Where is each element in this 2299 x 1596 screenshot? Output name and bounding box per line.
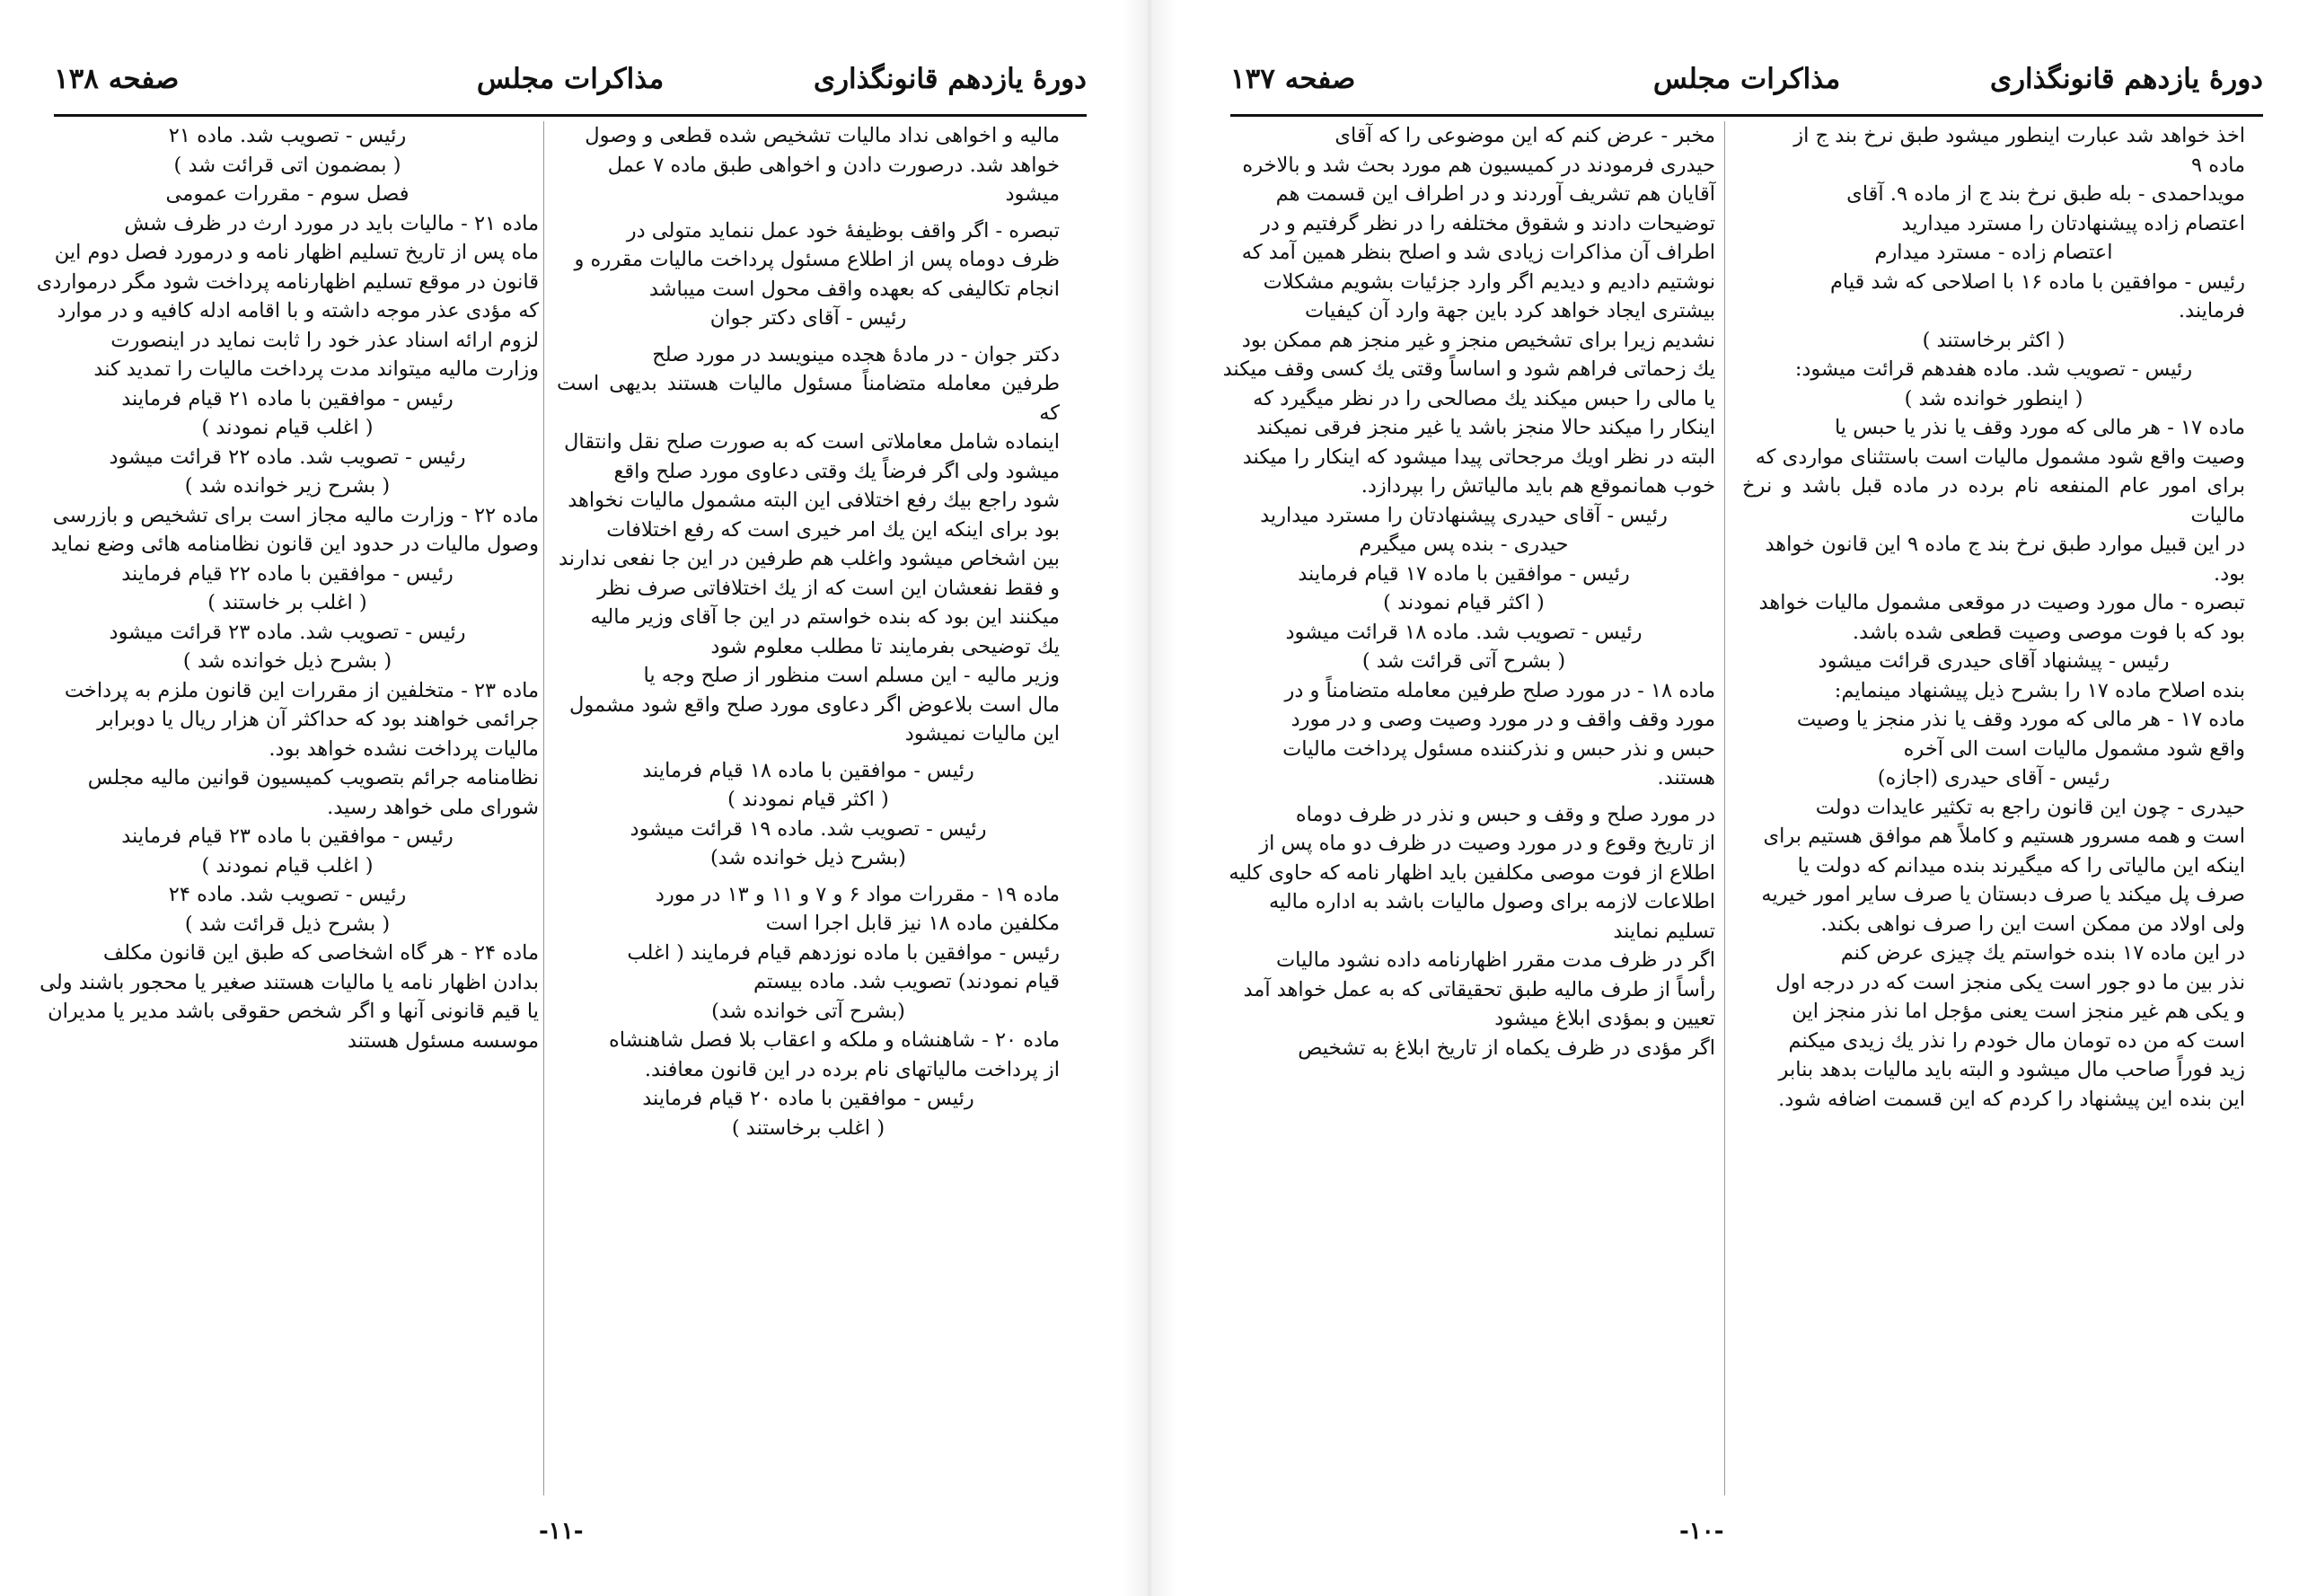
speaker-line: رئیس - تصویب شد. ماده ۲۴ — [168, 883, 407, 906]
text-line: ماده ۱۷ - هر مالی که مورد وقف یا نذر یا حبس یا — [1834, 416, 2245, 439]
text-line: ماده ۲۳ - متخلفین از مقررات این قانون ملزم به پرداخت — [64, 678, 539, 702]
text-line: وزارت مالیه میتواند مدت پرداخت مالیات را تمدید کند — [93, 357, 539, 381]
text-line: تسلیم نمایند — [1613, 919, 1715, 943]
speaker-line: رئیس - تصویب شد. ماده ۲۳ قرائت میشود — [109, 620, 466, 644]
text-column-right — [1742, 121, 2245, 1114]
text-line: در این قبیل موارد طبق نرخ بند ج ماده ۹ این قانون خواهد — [1765, 533, 2245, 556]
text-line: فرمایند. — [2178, 299, 2245, 322]
text-line: زید فوراً صاحب مال میشود و البته باید مالیات بدهد بنابر — [1778, 1058, 2245, 1081]
reading-note: ( بشرح ذیل خوانده شد ) — [182, 649, 392, 673]
speaker-line: رئیس - موافقین با ماده ۱۷ قیام فرمایند — [1298, 561, 1630, 586]
text-line: هستند. — [1657, 766, 1715, 789]
text-line: یا قیم قانونی آنها و اگر شخص حقوقی باشد مدیر یا مدیران — [48, 1000, 539, 1023]
vote-result: ( اغلب برخاستند ) — [731, 1115, 885, 1140]
header-subtitle: مذاکرات مجلس — [476, 63, 665, 95]
text-column-right — [557, 121, 1060, 1142]
text-line: ظرف دوماه پس از اطلاع مسئول پرداخت مالیات مقرره و — [574, 248, 1060, 271]
text-line: ماده ۱۷ - هر مالی که مورد وقف یا نذر منجز یا وصیت — [1796, 708, 2245, 731]
speaker-line: رئیس - آقای حیدری پیشنهادتان را مسترد میدارید — [1260, 503, 1668, 527]
text-line: رئیس - موافقین با ماده نوزدهم قیام فرمایند ( اغلب — [627, 940, 1060, 965]
page-header — [54, 54, 1087, 108]
reading-note: ( بشرح ذیل قرائت شد ) — [184, 912, 391, 936]
text-line: صرف پل میکند یا صرف دبستان یا صرف سایر امور خیریه — [1761, 883, 2245, 906]
speaker-line: رئیس - موافقین با ماده ۲۲ قیام فرمایند — [121, 561, 454, 586]
header-title: دورهٔ یازدهم قانونگذاری — [1989, 63, 2263, 95]
text-line: اطلاعات لازمه برای وصول مالیات باشد به اداره مالیه — [1268, 890, 1715, 913]
text-line: مورد وقف واقف و در مورد وصیت وصی و در مورد — [1290, 708, 1715, 731]
text-line: از تاریخ وقوع و در مورد وصیت در ظرف دو ماه پس از — [1259, 832, 1715, 855]
page-138 — [0, 0, 1123, 1596]
text-column-left — [36, 121, 539, 1055]
text-line: در این ماده ۱۷ بنده خواستم یك چیزی عرض کنم — [1840, 941, 2245, 965]
text-line: تبصره - مال مورد وصیت در موقعی مشمول مالیات خواهد — [1758, 591, 2245, 614]
text-line: وصیت واقع شود مشمول مالیات است باستثنای مواردی که — [1755, 445, 2245, 469]
text-line: موسسه مسئول هستند — [347, 1028, 539, 1053]
vote-result: ( اغلب بر خاستند ) — [207, 591, 367, 614]
text-line: یك توضیحی بفرمایند تا مطلب معلوم شود — [710, 634, 1060, 658]
page-137 — [1176, 0, 2299, 1596]
text-line: آقایان هم تشریف آوردند و در اطراف این قسمت هم — [1275, 182, 1715, 206]
text-line: بدادن اظهار نامه یا مالیات هستند صغیر یا محجور باشند ولی — [40, 970, 539, 994]
text-line: مالیات پرداخت نشده خواهد بود. — [269, 736, 539, 761]
text-line: است و همه مسرور هستیم و کاملاً هم موافق هستیم برای — [1763, 824, 2245, 848]
text-line: از پرداخت مالیاتهای نام برده در این قانون معافند. — [644, 1057, 1060, 1081]
text-line: طرفین معامله متضامناً مسئول مالیات هستند بدیهی است که — [557, 372, 1060, 425]
speaker-line: رئیس - موافقین با ماده ۱۸ قیام فرمایند — [642, 758, 974, 782]
reading-note: (بشرح ذیل خوانده شد) — [710, 846, 906, 869]
folio-number: -۱۰- — [1679, 1518, 1724, 1545]
text-line: ماده ۹ — [2191, 153, 2245, 177]
speaker-line: رئیس - تصویب شد. ماده ۱۸ قرائت میشود — [1285, 620, 1643, 644]
text-line: اگر در ظرف مدت مقرر اظهارنامه داده نشود مالیات — [1275, 948, 1715, 972]
text-line: بنده اصلاح ماده ۱۷ را بشرح ذیل پیشنهاد مینمایم: — [1834, 678, 2245, 702]
vote-result: ( اغلب قیام نمودند ) — [201, 416, 374, 439]
section-heading: فصل سوم - مقررات عمومی — [165, 182, 410, 206]
text-line: اینماده شامل معاملاتی است که به صورت صلح نقل وانتقال — [564, 430, 1060, 454]
text-line: است که من ده تومان مال خودم را نذر یك زیدی میکنم — [1788, 1028, 2245, 1053]
text-line: خواهد شد. درصورت دادن و اخواهی طبق ماده ۷ عمل — [607, 153, 1060, 177]
text-line: میشود ولی اگر فرضاً یك وقتی دعاوی مورد صلح واقع — [613, 459, 1060, 483]
text-line: انجام تکالیفی که بعهده واقف محول است میباشد — [648, 277, 1060, 301]
text-line: لزوم ارائه اسناد عذر خود را ثابت نماید در اینصورت — [110, 328, 539, 352]
text-line: اگر مؤدی در ظرف یکماه از تاریخ ابلاغ به تشخیص — [1298, 1036, 1715, 1060]
page-header — [1230, 54, 2263, 108]
column-divider — [543, 121, 544, 1495]
speaker-line: رئیس - تصویب شد. ماده ۲۱ — [168, 124, 407, 147]
text-line: نوشتیم دادیم و دیدیم اگر وارد جزئیات بشویم مشکلات — [1263, 269, 1715, 294]
text-line: اطلاع از فوت موصی مکلفین باید اظهار نامه که حاوی کلیه — [1229, 860, 1715, 885]
text-line: در مورد صلح و وقف و حبس و نذر در ظرف دوماه — [1295, 802, 1715, 826]
text-line: اعتصام زاده پیشنهادتان را مسترد میدارید — [1901, 211, 2245, 235]
text-line: ماده ۲۰ - شاهنشاه و ملکه و اعقاب بلا فصل شاهنشاه — [609, 1028, 1060, 1052]
text-line: مویداحمدی - بله طبق نرخ بند ج از ماده ۹. آقای — [1846, 182, 2245, 206]
text-line: یا مالی را حبس میکند یك مصالحی را در نظر میگیرد که — [1253, 386, 1715, 410]
text-line: حیدری - چون این قانون راجع به تکثیر عایدات دولت — [1815, 795, 2245, 819]
text-line: ماده ۱۸ - در مورد صلح طرفین معامله متضامناً و در — [1284, 678, 1715, 702]
text-line: اطراف آن مذاکرات زیادی شد و اصلح بنظر همین آمد که — [1241, 241, 1715, 264]
text-line: نذر بین ما دو جور است یکی منجز است که در درجه اول — [1775, 970, 2245, 994]
text-line: قانون در موقع تسلیم اظهارنامه پرداخت شود مگر درمواردی — [36, 269, 539, 294]
header-page-number: صفحه ۱۳۷ — [1230, 63, 1356, 95]
text-line: اینکار را میکند حالا منجز باشد یا غیر منجز فرقی نمیکند — [1256, 416, 1715, 439]
header-subtitle: مذاکرات مجلس — [1652, 63, 1841, 95]
reading-note: (بشرح آتی خوانده شد) — [711, 999, 905, 1023]
vote-result: ( اکثر برخاستند ) — [1922, 328, 2066, 352]
text-line: البته در نظر اویك مرجحاتی پیدا میشود که اینکار را میکند — [1242, 445, 1715, 469]
speaker-line: رئیس - آقای حیدری (اجازه) — [1877, 766, 2110, 789]
speaker-line: رئیس - موافقین با ماده ۲۰ قیام فرمایند — [642, 1087, 974, 1110]
text-line: مالیه و اخواهی نداد مالیات تشخیص شده قطعی و وصول — [585, 124, 1060, 147]
text-line: رأساً از طرف مالیه طبق تحقیقاتی که به عمل خواهد آمد — [1243, 977, 1715, 1001]
text-line: میشود — [1005, 182, 1060, 206]
column-divider — [1724, 121, 1725, 1495]
text-line: اینکه این مالیاتی را که میگیرند بنده میدانم که دولت یا — [1797, 853, 2245, 877]
speaker-line: رئیس - موافقین با ماده ۲۱ قیام فرمایند — [121, 386, 454, 410]
text-line: ماده ۲۱ - مالیات باید در مورد ارث در ظرف شش — [124, 211, 539, 235]
text-line: رئیس - موافقین با ماده ۱۶ با اصلاحی که شد قیام — [1829, 269, 2245, 294]
text-line: اخذ خواهد شد عبارت اینطور میشود طبق نرخ بند ج از — [1793, 124, 2245, 147]
speaker-line: رئیس - تصویب شد. ماده ۱۹ قرائت میشود — [630, 816, 987, 841]
vote-result: ( اکثر قیام نمودند ) — [1383, 591, 1545, 614]
text-line: خوب همانموقع هم باید مالیاتش را بپردازد. — [1361, 474, 1715, 498]
text-line: ولی اولاد من ممکن است این را صرف نواهی بکند. — [1820, 912, 2245, 936]
text-line: بین اشخاص میشود واغلب هم طرفین در این جا نفعی ندارند — [558, 547, 1060, 570]
text-line: این مالیات نمیشود — [904, 722, 1060, 745]
reading-note: ( اینطور خوانده شد ) — [1904, 386, 2083, 410]
text-line: مکلفین ماده ۱۸ نیز قابل اجرا است — [765, 912, 1060, 935]
text-line: که مؤدی عذر موجه داشته و با اقامه ادله کافیه و در موارد — [57, 299, 539, 322]
text-line: حبس و نذر حبس و نذرکننده مسئول پرداخت مالیات — [1282, 736, 1715, 761]
text-line: بود برای اینکه این یك امر خیری است که رفع اختلافات — [606, 517, 1060, 542]
speaker-line: رئیس - پیشنهاد آقای حیدری قرائت میشود — [1818, 649, 2170, 673]
header-title: دورهٔ یازدهم قانونگذاری — [813, 63, 1087, 95]
text-line: برای امور عام المنفعه نام برده در ماده قبل باشد و نرخ مالیات — [1742, 474, 2245, 527]
header-rule — [54, 114, 1087, 117]
text-line: وصول مالیات در حدود این قانون نظامنامه هائی وضع نماید — [50, 533, 539, 556]
text-line: توضیحات دادند و شقوق مختلفه را در نظر گرفتیم و در — [1261, 211, 1715, 235]
text-line: حیدری فرمودند در کمیسیون هم مورد بحث شد و بالاخره — [1242, 153, 1715, 177]
text-line: بود. — [2213, 561, 2245, 586]
text-line: جرائمی خواهند بود که حداکثر آن هزار ریال یا دوبرابر — [97, 708, 539, 731]
text-line: این بنده این پیشنهاد را کردم که این قسمت اضافه شود. — [1778, 1087, 2245, 1111]
folio-number: -۱۱- — [539, 1518, 584, 1545]
text-line: بود که با فوت موصی وصیت قطعی شده باشد. — [1852, 620, 2245, 644]
text-line: ماده ۲۴ - هر گاه اشخاصی که طبق این قانون مکلف — [102, 941, 539, 965]
text-line: بیشتری ایجاد خواهد کرد باین جهة وارد آن کیفیات — [1304, 299, 1715, 322]
vote-result: ( اغلب قیام نمودند ) — [201, 853, 374, 877]
speaker-line: رئیس - تصویب شد. ماده ۲۲ قرائت میشود — [109, 445, 466, 469]
vote-result: ( اکثر قیام نمودند ) — [727, 788, 889, 811]
text-line: و یکی هم غیر منجز است یعنی مؤجل اما نذر منجز این — [1792, 1000, 2245, 1023]
speaker-line: رئیس - موافقین با ماده ۲۳ قیام فرمایند — [121, 824, 454, 848]
text-line: مال است بلاعوض اگر دعاوی مورد صلح واقع شود مشمول — [569, 692, 1060, 717]
text-line: ماده ۲۲ - وزارت مالیه مجاز است برای تشخیص و بازرسی — [52, 503, 539, 527]
speaker-line: رئیس - آقای دکتر جوان — [709, 306, 907, 330]
reading-note: ( بمضمون اتی قرائت شد ) — [173, 153, 401, 177]
speaker-line: رئیس - تصویب شد. ماده هفدهم قرائت میشود: — [1794, 357, 2193, 381]
text-line: تعیین و بمؤدی ابلاغ میشود — [1494, 1007, 1715, 1030]
text-line: وزیر مالیه - این مسلم است منظور از صلح وجه یا — [643, 664, 1060, 687]
header-rule — [1230, 114, 2263, 117]
book-gutter — [1123, 0, 1176, 1596]
text-line: واقع شود مشمول مالیات است الی آخره — [1903, 736, 2245, 761]
text-line: نشدیم زیرا برای تشخیص منجز و غیر منجز هم ممکن بود — [1241, 328, 1715, 352]
text-line: ماه پس از تاریخ تسلیم اظهار نامه و درمورد فصل دوم این — [54, 241, 539, 264]
text-line: قیام نمودند) تصویب شد. ماده بیستم — [753, 970, 1060, 993]
text-column-left — [1212, 121, 1715, 1063]
text-line: یك زحماتی فراهم شود و اساساً وقتی یك کسی وقف میکند — [1222, 357, 1715, 381]
text-line: ماده ۱۹ - مقررات مواد ۶ و ۷ و ۱۱ و ۱۳ در مورد — [655, 882, 1060, 906]
text-line: مخبر - عرض کنم که این موضوعی را که آقای — [1334, 124, 1715, 147]
text-line: تبصره - اگر واقف بوظیفهٔ خود عمل ننماید متولی در — [626, 218, 1060, 242]
text-line: میکنند این بود که بنده خواستم در این جا آقای وزیر مالیه — [590, 605, 1060, 629]
reading-note: ( بشرح آتی قرائت شد ) — [1361, 649, 1566, 673]
text-line: و فقط نفعشان این است که از یك اختلافاتی صرف نظر — [597, 576, 1060, 600]
text-line: نظامنامه جرائم بتصویب کمیسیون قوانین مالیه مجلس — [87, 766, 539, 789]
header-page-number: صفحه ۱۳۸ — [54, 63, 180, 95]
speaker-line: حیدری - بنده پس میگیرم — [1359, 533, 1569, 556]
reading-note: ( بشرح زیر خوانده شد ) — [184, 474, 391, 498]
text-line: شود راجع بیك رفع اختلافی این البته مشمول مالیات نخواهد — [568, 489, 1060, 512]
text-line: شورای ملی خواهد رسید. — [327, 795, 539, 819]
text-line: دکتر جوان - در مادهٔ هجده مینویسد در مورد صلح — [652, 342, 1060, 366]
speaker-line: اعتصام زاده - مسترد میدارم — [1874, 241, 2113, 264]
